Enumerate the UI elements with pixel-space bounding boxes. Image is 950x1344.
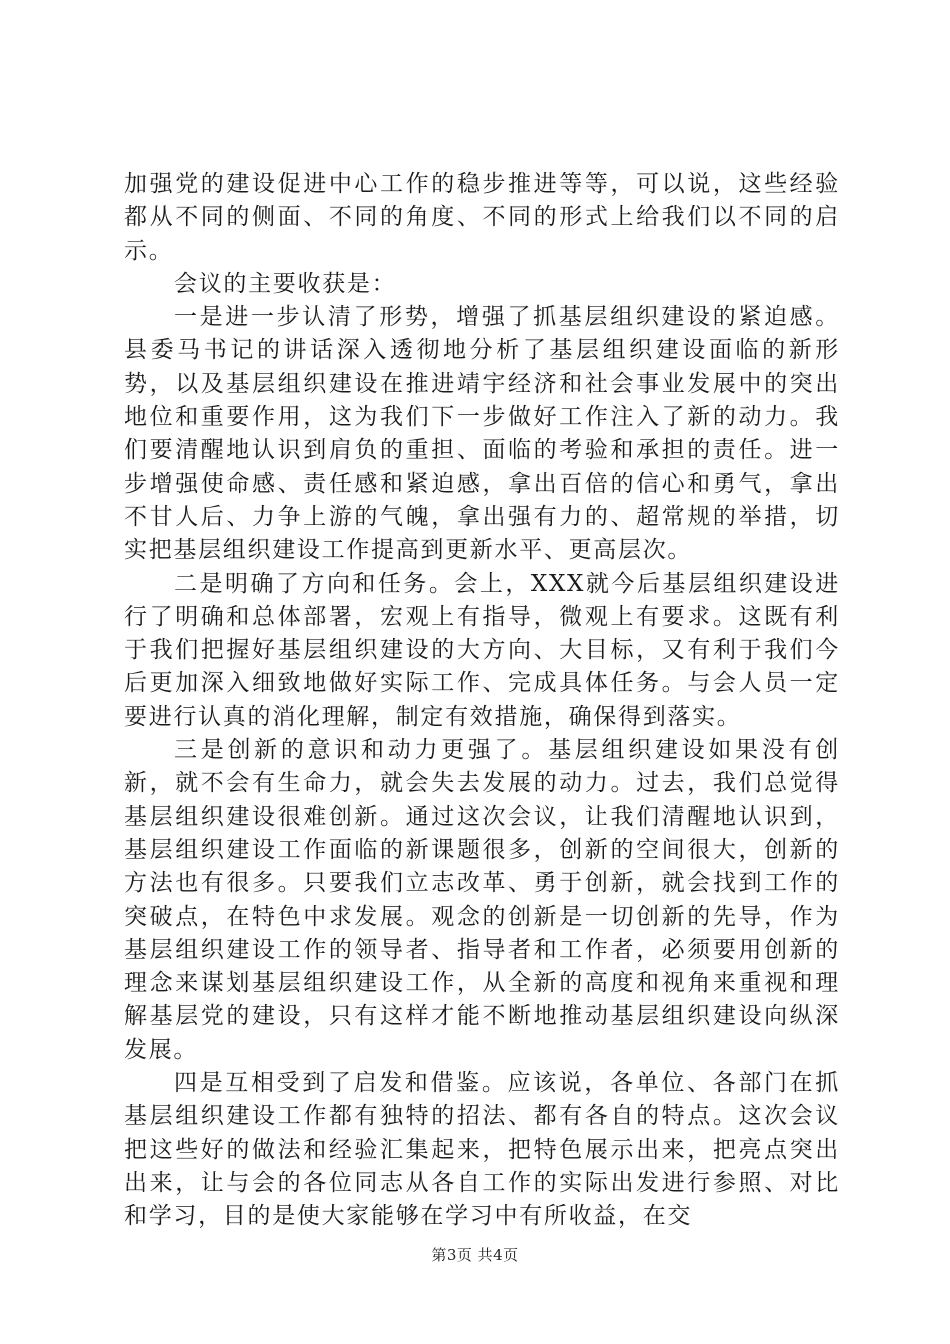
paragraph-main-gains-heading: 会议的主要收获是：: [174, 270, 397, 297]
document-body: [124, 168, 840, 1234]
paragraph-point-four: 四是互相受到了启发和借鉴。应该说，各单位、各部门在抓基层组织建设工作都有独特的招法、都有各自的特点。这次会议把这些好的做法和经验汇集起来，把特色展示出来，把亮点突出出来，让与会的各位同志从各自工作的实际出发进行参照、对比和学习，目的是使大家能够在学习中有所收益，在交: [124, 1070, 840, 1230]
page-number-footer: 第3页 共4页: [431, 1246, 519, 1264]
paragraph-continuation: 加强党的建设促进中心工作的稳步推进等等，可以说，这些经验都从不同的侧面、不同的角度、不同的形式上给我们以不同的启示。: [124, 171, 840, 264]
paragraph-point-three: 三是创新的意识和动力更强了。基层组织建设如果没有创新，就不会有生命力，就会失去发展的动力。过去，我们总觉得基层组织建设很难创新。通过这次会议，让我们清醒地认识到，基层组织建设工作面临的新课题很多，创新的空间很大，创新的方法也有很多。只要我们立志改革、勇于创新，就会找到工作的突破点，在特色中求发展。观念的创新是一切创新的先导，作为基层组织建设工作的领导者、指导者和工作者，必须要用创新的理念来谋划基层组织建设工作，从全新的高度和视角来重视和理解基层党的建设，只有这样才能不断地推动基层组织建设向纵深发展。: [124, 737, 840, 1063]
paragraph-point-two: 二是明确了方向和任务。会上，XXX就今后基层组织建设进行了明确和总体部署，宏观上有指导，微观上有要求。这既有利于我们把握好基层组织建设的大方向、大目标，又有利于我们今后更加深入细致地做好实际工作、完成具体任务。与会人员一定要进行认真的消化理解，制定有效措施，确保得到落实。: [124, 570, 840, 730]
paragraph-point-one: 一是进一步认清了形势，增强了抓基层组织建设的紧迫感。县委马书记的讲话深入透彻地分析了基层组织建设面临的新形势，以及基层组织建设在推进靖宇经济和社会事业发展中的突出地位和重要作用，这为我们下一步做好工作注入了新的动力。我们要清醒地认识到肩负的重担、面临的考验和承担的责任。进一步增强使命感、责任感和紧迫感，拿出百倍的信心和勇气，拿出不甘人后、力争上游的气魄，拿出强有力的、超常规的举措，切实把基层组织建设工作提高到更新水平、更高层次。: [124, 304, 840, 564]
